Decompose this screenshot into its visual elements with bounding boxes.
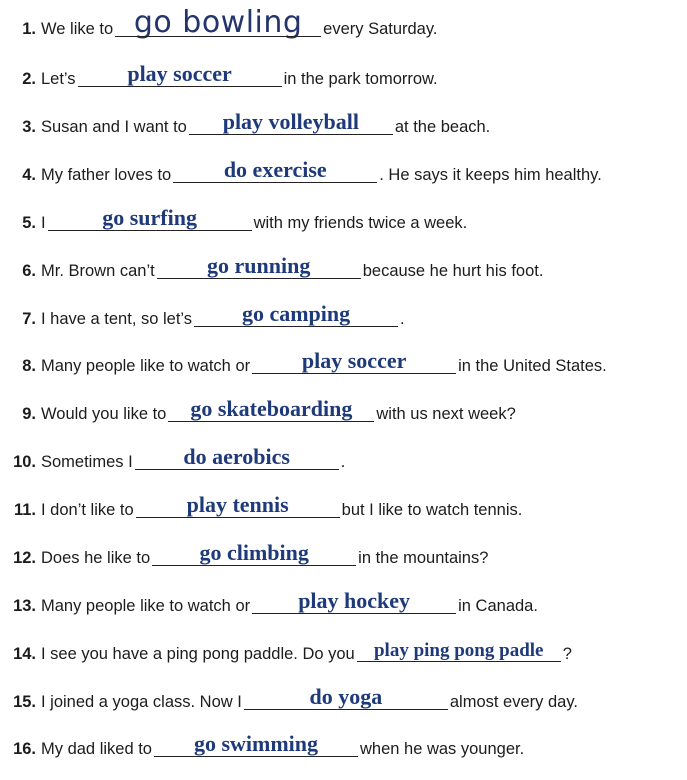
item-text-after: almost every day. — [449, 692, 578, 711]
item-number: 16. — [13, 739, 36, 758]
item-text-after: in Canada. — [458, 596, 538, 615]
typed-answer: do exercise — [223, 157, 327, 182]
answer-blank[interactable] — [357, 625, 561, 665]
answer-blank[interactable] — [78, 50, 282, 90]
item-text-after: . — [340, 452, 346, 471]
typed-answer: go climbing — [199, 540, 309, 565]
item-text-before: Does he like to — [41, 548, 151, 567]
answer-blank[interactable] — [173, 146, 377, 186]
typed-answer: go skateboarding — [190, 396, 353, 421]
item-text-before: We like to — [41, 19, 114, 38]
item-text-before: Many people like to watch or — [41, 596, 251, 615]
typed-answer: do yoga — [309, 684, 383, 709]
item-text-after: . — [400, 309, 405, 328]
item-number: 13. — [13, 596, 36, 615]
item-text-before: I — [41, 213, 46, 232]
typed-answer: go camping — [241, 301, 351, 326]
answer-blank[interactable] — [168, 385, 374, 425]
item-number: 8. — [22, 356, 36, 375]
typed-answer: go surfing — [102, 205, 197, 230]
answer-blank[interactable] — [252, 337, 456, 377]
typed-answer: play volleyball — [222, 109, 359, 134]
answer-blank[interactable] — [135, 433, 339, 473]
item-text-before: I have a tent, so let’s — [41, 309, 193, 328]
exercise-item — [0, 625, 572, 665]
typed-answer: do aerobics — [183, 444, 290, 469]
item-number: 10. — [13, 452, 36, 471]
typed-answer: play soccer — [301, 348, 407, 373]
exercise-item — [0, 433, 345, 473]
handwritten-answer: go bowling — [133, 5, 303, 40]
item-number: 3. — [22, 117, 36, 136]
item-text-before: Susan and I want to — [41, 117, 187, 136]
answer-blank[interactable] — [154, 720, 358, 760]
exercise-item — [0, 290, 405, 330]
item-text-after: with us next week? — [376, 404, 516, 423]
item-text-after: every Saturday. — [323, 19, 438, 38]
item-text-after: with my friends twice a week. — [253, 213, 468, 232]
exercise-item — [0, 50, 438, 90]
exercise-item — [0, 337, 607, 377]
answer-blank[interactable] — [136, 481, 340, 521]
item-text-before: Mr. Brown can’t — [41, 261, 155, 280]
item-text-after: . He says it keeps him healthy. — [379, 165, 602, 184]
item-number: 11. — [13, 500, 36, 519]
exercise-item — [0, 481, 522, 521]
item-text-after: in the mountains? — [358, 548, 489, 567]
item-text-before: Sometimes I — [41, 452, 133, 471]
item-number: 12. — [13, 548, 36, 567]
answer-blank[interactable] — [152, 529, 356, 569]
item-number: 7. — [22, 309, 36, 328]
item-number: 1. — [22, 19, 36, 38]
item-number: 9. — [22, 404, 36, 423]
exercise-item — [0, 529, 488, 569]
answer-blank[interactable] — [115, 0, 321, 40]
exercise-item — [0, 98, 490, 138]
exercise-item — [0, 146, 602, 186]
item-text-before: I see you have a ping pong paddle. Do you — [41, 644, 355, 663]
answer-blank[interactable] — [252, 577, 456, 617]
exercise-item — [0, 720, 524, 760]
exercise-item — [0, 0, 437, 40]
answer-blank[interactable] — [194, 290, 398, 330]
answer-blank[interactable] — [48, 194, 252, 234]
item-text-before: I don’t like to — [41, 500, 134, 519]
item-number: 14. — [13, 644, 36, 663]
exercise-item — [0, 194, 467, 234]
typed-answer: play ping pong padle — [373, 640, 544, 661]
exercise-item — [0, 577, 538, 617]
item-text-before: I joined a yoga class. Now I — [41, 692, 242, 711]
item-number: 6. — [22, 261, 36, 280]
typed-answer: play hockey — [298, 588, 411, 613]
item-number: 2. — [22, 69, 36, 88]
answer-blank[interactable] — [244, 673, 448, 713]
typed-answer: play soccer — [127, 61, 232, 86]
item-text-before: My father loves to — [41, 165, 172, 184]
typed-answer: go swimming — [193, 731, 319, 756]
item-text-after: but I like to watch tennis. — [341, 500, 523, 519]
item-text-before: Would you like to — [41, 404, 167, 423]
item-number: 5. — [22, 213, 36, 232]
item-text-after: ? — [562, 644, 572, 663]
item-text-before: Let’s — [41, 69, 76, 88]
answer-blank[interactable] — [157, 242, 361, 282]
answer-blank[interactable] — [189, 98, 393, 138]
item-number: 15. — [13, 692, 36, 711]
item-text-after: at the beach. — [394, 117, 491, 136]
item-text-after: when he was younger. — [359, 739, 525, 758]
exercise-item — [0, 385, 516, 425]
exercise-item — [0, 673, 578, 713]
typed-answer: play tennis — [186, 492, 289, 517]
item-text-before: My dad liked to — [41, 739, 152, 758]
item-text-before: Many people like to watch or — [41, 356, 251, 375]
item-text-after: in the United States. — [458, 356, 607, 375]
item-number: 4. — [22, 165, 36, 184]
exercise-item — [0, 242, 543, 282]
item-text-after: because he hurt his foot. — [362, 261, 544, 280]
typed-answer: go running — [207, 253, 311, 278]
item-text-after: in the park tomorrow. — [283, 69, 438, 88]
